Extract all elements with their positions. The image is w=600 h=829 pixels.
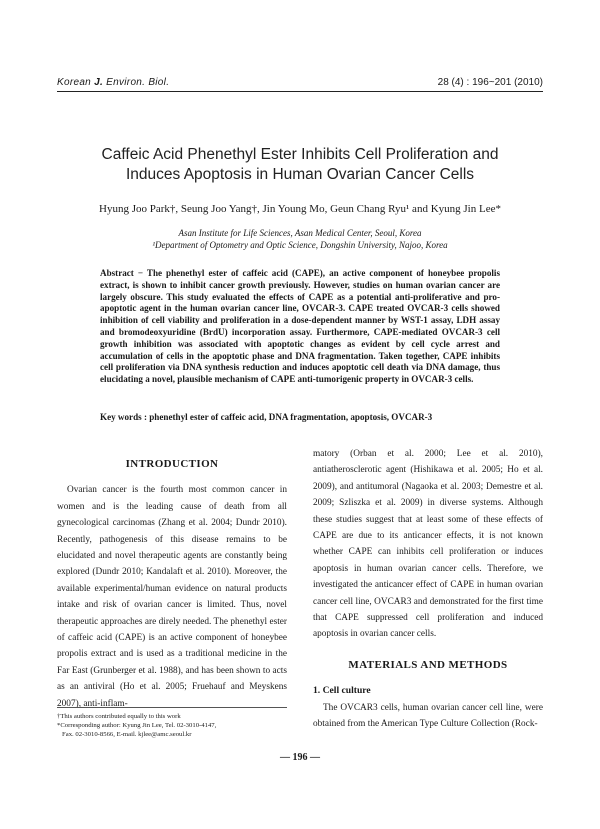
spacer xyxy=(57,472,287,482)
introduction-paragraph: Ovarian cancer is the fourth most common cancer in women and is the leading cause of death from all gynecological carcinomas (Zhang et al. 2004; Dundr 2010). Recently, pathogenesis of this disease remains to be elucidated and novel therapeutic agents are constantly being explored (Dundr 2010; Kandalaft et al. 2010). Moreover, the available experimental/human evidence on natural products intake and risk of ovarian cancer is limited. Thus, novel therapeutic approaches are direly needed. The phenethyl ester of caffeic acid (CAPE) is an active component of honeybee propolis extract and is used as a traditional medicine in the Far East (Grunberger et al. 1988), and has been shown to acts as an antiviral (Ho et al. 2005; Fruehauf and Meyskens 2007), anti-inflam- xyxy=(57,485,287,709)
methods-heading: MATERIALS AND METHODS xyxy=(348,658,508,671)
running-header xyxy=(57,77,543,92)
spacer xyxy=(57,446,287,456)
journal-name-suffix: Environ. Biol. xyxy=(103,77,170,88)
affiliation-2: ¹Department of Optometry and Optic Science, Dongshin University, Najoo, Korea xyxy=(152,240,448,250)
paper-title xyxy=(40,145,560,185)
affiliation-1: Asan Institute for Life Sciences, Asan Medical Center, Seoul, Korea xyxy=(178,228,422,238)
keywords: Key words : phenethyl ester of caffeic acid, DNA fragmentation, apoptosis, OVCAR-3 xyxy=(100,412,433,422)
affiliations xyxy=(40,227,560,251)
title-line-1: Caffeic Acid Phenethyl Ester Inhibits Cell Proliferation and xyxy=(101,146,499,163)
introduction-heading: INTRODUCTION xyxy=(125,458,219,470)
spacer xyxy=(313,643,543,657)
journal-logo-letter: J. xyxy=(94,77,104,88)
title-line-2: Induces Apoptosis in Human Ovarian Cancer Cells xyxy=(125,166,475,183)
citation: 28 (4) : 196~201 (2010) xyxy=(437,77,543,88)
methods-paragraph: The OVCAR3 cells, human ovarian cancer cell line, were obtained from the American Type Culture Collection (Rock- xyxy=(313,702,543,730)
journal-name-prefix: Korean xyxy=(57,77,95,88)
footnote-contact: Fax. 02-3010-8566, E-mail. kjlee@amc.seoul.kr xyxy=(62,731,192,739)
footnote-equal-contribution: †This authors contributed equally to this work xyxy=(57,713,181,720)
introduction-continuation: matory (Orban et al. 2000; Lee et al. 2010), antiatherosclerotic agent (Hishikawa et al. 2005; Ho et al. 2009), and antitumoral (Nagaoka et al. 2003; Demestre et al. 2009; Szliszka et al. 2009) in diverse systems. Although these studies suggest that at least some of these effects of CAPE are due to its anticancer effects, it is not known whether CAPE can inhibits cell proliferation or induces apoptosis in human ovarian cancer cells. Therefore, we investigated the anticancer effect of CAPE in human ovarian cancer cell line, OVCAR3 and demonstrated for the first time that CAPE suppressed cell proliferation and induced apoptosis in ovarian cancer cells. xyxy=(313,449,543,640)
journal-name xyxy=(57,77,169,88)
footnote-corresponding-author: *Corresponding author: Kyung Jin Lee, Tel. 02-3010-4147, xyxy=(57,722,217,730)
left-column xyxy=(57,446,287,712)
page-number: — 196 — xyxy=(280,752,320,763)
author-list: Hyung Joo Park†, Seung Joo Yang†, Jin Young Mo, Geun Chang Ryu¹ and Kyung Jin Lee* xyxy=(99,203,501,215)
cell-culture-heading: 1. Cell culture xyxy=(313,685,371,697)
spacer xyxy=(313,673,543,683)
footnotes xyxy=(57,707,287,740)
right-column xyxy=(313,446,543,733)
abstract: Abstract − The phenethyl ester of caffeic acid (CAPE), an active component of honeybee propolis extract, is shown to inhibit cancer growth previously. However, studies on human ovarian cancer are largely obscure. This study evaluated the effects of CAPE as a potential anti-proliferative and pro-apoptotic agent in the human ovarian cancer line, OVCAR-3. CAPE treated OVCAR-3 cells showed inhibition of cell viability and proliferation in a dose-dependent manner by WST-1 assay, LDH assay and bromodeoxyuridine (BrdU) incorporation assay. Furthermore, CAPE-mediated OVCAR-3 cell growth inhibition was associated with apoptotic changes as evident by cell cycle arrest and accumulation of cells in the apoptotic phase and DNA fragmentation. Taken together, CAPE inhibits cell proliferation via DNA synthesis reduction and induces apoptotic cell death via DNA damage, thus elucidating a novel, plausible mechanism of CAPE anti-tumorigenic property in OVCAR-3 cells. xyxy=(100,268,500,385)
